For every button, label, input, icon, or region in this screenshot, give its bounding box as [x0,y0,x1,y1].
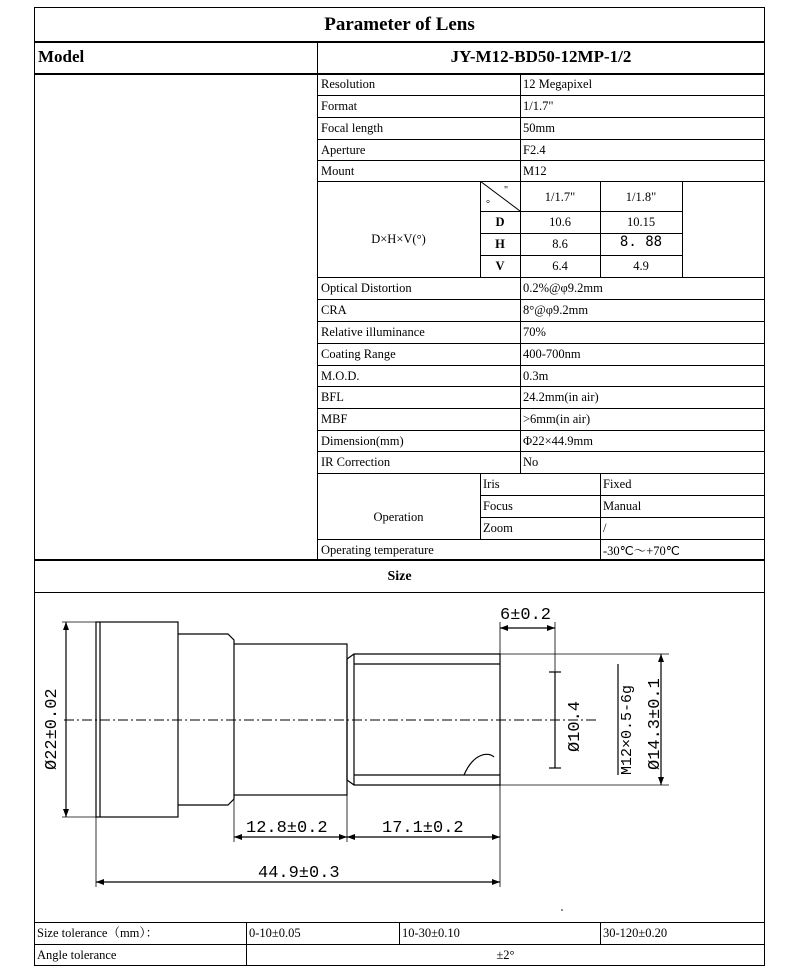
angle-tolerance-label: Angle tolerance [37,948,117,962]
arrow-head [347,834,355,840]
operation-value: / [603,521,607,535]
size-tolerance-label: Size tolerance（mm）： [37,926,159,940]
dim-thread-section-length: 17.1±0.2 [382,819,464,838]
divider [317,430,765,431]
dim-thread-length: 6±0.2 [500,606,552,625]
param-label: Mount [321,164,355,178]
param-label: BFL [321,390,344,404]
fov-corner-bottom: ° [486,199,490,210]
divider [317,277,765,278]
divider [480,255,682,256]
param-label: Relative illuminance [321,325,425,339]
fov-value: 10.15 [626,215,656,229]
divider [317,321,765,322]
divider [520,277,521,473]
dim-barrel-length: 12.8±0.2 [246,819,328,838]
divider [34,944,765,945]
operation-value: Fixed [603,477,632,491]
arrow-head [500,625,508,631]
param-label: IR Correction [321,455,391,469]
fov-axis: D [495,215,505,229]
divider [682,181,683,277]
param-label: MBF [321,412,348,426]
size-tolerance-value: 0-10±0.05 [249,926,301,940]
dim-inner-diameter: Ø10.4 [566,700,585,752]
page-title: Parameter of Lens [324,14,475,35]
divider [480,517,765,518]
divider [317,343,765,344]
param-value: 24.2mm(in air) [523,390,599,404]
model-value: JY-M12-BD50-12MP-1/2 [450,47,632,66]
arrow-head [658,654,664,662]
divider [317,386,765,387]
param-label: Dimension(mm) [321,434,404,448]
fov-col-header: 1/1.8" [625,190,657,204]
dim-total-length: 44.9±0.3 [258,864,340,883]
param-value: No [523,455,539,469]
lens-dimension-drawing [34,592,765,922]
dim-thread-diameter: Ø14.3±0.1 [646,678,665,770]
size-tolerance-value: 30-120±0.20 [603,926,668,940]
divider [317,299,765,300]
divider [317,95,765,96]
size-tolerance-value: 10-30±0.10 [402,926,460,940]
fov-value: 10.6 [549,215,571,229]
dot-mark [561,909,563,911]
divider [600,922,601,944]
param-label: Coating Range [321,347,396,361]
divider [480,211,682,212]
param-value: 1/1.7" [523,99,554,113]
operation-value: Manual [603,499,642,513]
param-label: Aperture [321,143,366,157]
divider [317,451,765,452]
arrow-head [234,834,242,840]
arrow-head [63,622,69,630]
divider [480,473,481,539]
fov-value: 8.6 [552,237,568,251]
divider [34,73,765,75]
arrow-head [658,777,664,785]
arrow-head [96,879,104,885]
param-value: F2.4 [523,143,546,157]
operation-item: Zoom [483,521,513,535]
fov-col-header: 1/1.7" [544,190,576,204]
param-label: Optical Distortion [321,281,412,295]
thread-detail [464,754,494,775]
fov-axis: V [495,259,505,273]
operation-item: Iris [483,477,500,491]
param-value: 8°@φ9.2mm [523,303,589,317]
fov-axis: H [495,237,505,251]
lens-outer-barrel [96,622,178,817]
param-value: >6mm(in air) [523,412,591,426]
param-value: 0.2%@φ9.2mm [523,281,603,295]
angle-tolerance-value: ±2° [496,948,515,962]
lens-thread-section [347,654,500,785]
param-value: Φ22×44.9mm [523,434,594,448]
divider [317,139,765,140]
divider [317,117,765,118]
fov-corner-top: " [504,185,509,196]
divider [317,408,765,409]
fov-value: 8. 88 [619,234,663,250]
lens-step [178,634,234,644]
param-value: 12 Megapixel [523,77,593,91]
divider [34,559,765,561]
param-value: 70% [523,325,546,339]
temperature-label: Operating temperature [321,543,434,557]
param-value: 50mm [523,121,555,135]
temperature-value: -30℃～+70℃ [603,544,680,558]
param-label: Format [321,99,358,113]
dim-outer-diameter: Ø22±0.02 [43,688,62,770]
lens-step [178,795,234,805]
divider [317,41,318,559]
divider [399,922,400,944]
param-label: Resolution [321,77,376,91]
divider [34,41,765,43]
lens-spec-sheet [34,7,765,966]
divider [317,539,765,540]
dim-thread-spec: M12×0.5-6g [619,684,636,775]
size-heading: Size [387,569,412,584]
divider [317,181,765,182]
divider [317,365,765,366]
param-label: Focal length [321,121,384,135]
arrow-head [63,809,69,817]
fov-label: D×H×V(°) [371,232,426,246]
fov-value: 4.9 [633,259,649,273]
arrow-head [492,879,500,885]
divider [317,160,765,161]
divider [520,73,521,181]
model-label: Model [38,47,85,66]
param-value: 0.3m [523,369,549,383]
lens-mid-barrel [234,644,347,795]
operation-item: Focus [483,499,513,513]
arrow-head [547,625,555,631]
fov-value: 6.4 [552,259,568,273]
arrow-head [339,834,347,840]
arrow-head [492,834,500,840]
operation-label: Operation [373,510,424,524]
param-value: 400-700nm [523,347,581,361]
divider [480,495,765,496]
param-label: M.O.D. [321,369,360,383]
param-value: M12 [523,164,547,178]
divider [317,473,765,474]
param-label: CRA [321,303,347,317]
divider [600,473,601,559]
